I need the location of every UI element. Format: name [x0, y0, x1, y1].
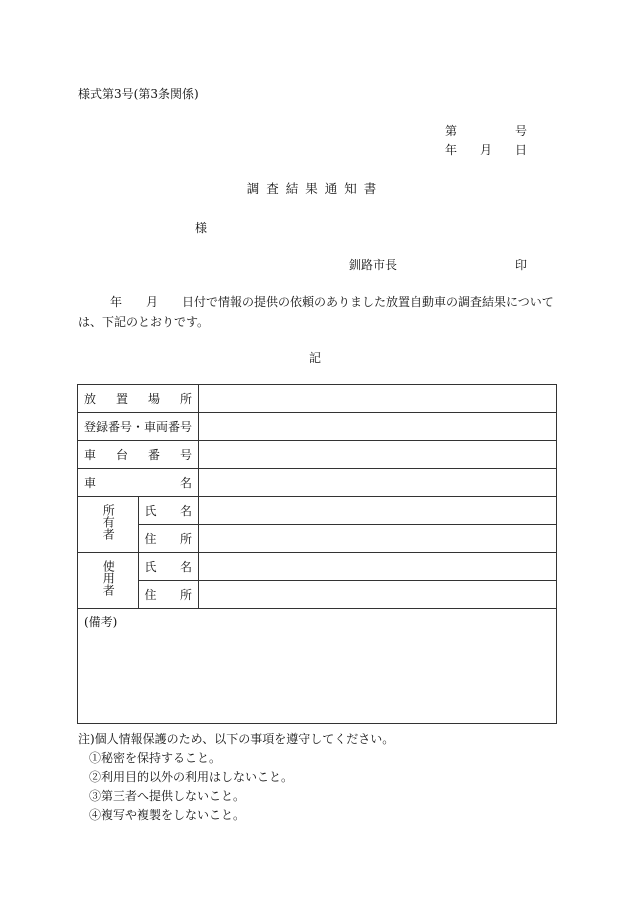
label-char: 置 — [115, 392, 128, 406]
note-item: ①秘密を保持すること。 — [89, 751, 222, 765]
group-text: 使用者 — [101, 560, 116, 596]
table-row — [78, 385, 557, 413]
table-row — [78, 553, 557, 581]
label-char: 名 — [179, 504, 192, 518]
table-row — [78, 609, 557, 724]
label-char: 所 — [179, 532, 192, 546]
table-row — [78, 497, 557, 525]
body-text-line2: は、下記のとおりです。 — [78, 315, 210, 329]
label-char: 台 — [115, 448, 128, 462]
label-char: 名 — [179, 560, 192, 574]
label-char: 番 — [147, 448, 160, 462]
owner-name-label — [138, 497, 199, 525]
table-row — [78, 441, 557, 469]
group-text: 所有者 — [101, 504, 116, 540]
chassis-number-label — [78, 441, 199, 469]
label-char: 放 — [84, 392, 97, 406]
seal-mark: 印 — [515, 258, 528, 272]
registration-label: 登録番号・車両番号 — [78, 413, 199, 441]
chassis-number-value-cell[interactable] — [199, 441, 557, 469]
user-address-label — [138, 581, 199, 609]
location-value-cell[interactable] — [199, 385, 557, 413]
owner-name-value-cell[interactable] — [199, 497, 557, 525]
note-item: ③第三者へ提供しないこと。 — [89, 789, 246, 803]
label-char: 氏 — [144, 504, 157, 518]
body-text-line1: 年 月 日付で情報の提供の依頼のありました放置自動車の調査結果について — [110, 295, 554, 309]
label-char: 住 — [144, 532, 157, 546]
label-char: 住 — [144, 588, 157, 602]
date-month-label: 月 — [480, 143, 493, 157]
date-day-label: 日 — [515, 143, 528, 157]
label-char: 所 — [179, 588, 192, 602]
sender-name: 釧路市長 — [349, 258, 398, 272]
table-row — [78, 581, 557, 609]
user-group-label — [78, 553, 139, 609]
note-item: ④複写や複製をしないこと。 — [89, 808, 246, 822]
location-label — [78, 385, 199, 413]
label-char: 車 — [84, 448, 97, 462]
label-char: 号 — [179, 448, 192, 462]
user-address-value-cell[interactable] — [199, 581, 557, 609]
label-char: 氏 — [144, 560, 157, 574]
registration-value-cell[interactable] — [199, 413, 557, 441]
label-char: 場 — [147, 392, 160, 406]
document-number-suffix: 号 — [515, 124, 528, 138]
remarks-cell[interactable] — [78, 609, 557, 724]
document-number-prefix: 第 — [445, 124, 458, 138]
owner-address-value-cell[interactable] — [199, 525, 557, 553]
addressee-honorific: 様 — [195, 221, 208, 235]
table-row — [78, 469, 557, 497]
date-year-label: 年 — [445, 143, 458, 157]
label-char: 車 — [84, 476, 97, 490]
remarks-label: (備考) — [84, 615, 118, 629]
label-char: 所 — [179, 392, 192, 406]
owner-group-label — [78, 497, 139, 553]
user-name-value-cell[interactable] — [199, 553, 557, 581]
vehicle-info-table — [77, 384, 557, 724]
owner-address-label — [138, 525, 199, 553]
car-name-label — [78, 469, 199, 497]
user-name-label — [138, 553, 199, 581]
document-title: 調査結果通知書 — [246, 181, 384, 196]
table-row — [78, 525, 557, 553]
table-row — [78, 413, 557, 441]
notes-title: 注)個人情報保護のため、以下の事項を遵守してください。 — [78, 732, 395, 746]
ki-heading: 記 — [308, 351, 321, 365]
car-name-value-cell[interactable] — [199, 469, 557, 497]
note-item: ②利用目的以外の利用はしないこと。 — [89, 770, 294, 784]
form-number: 様式第3号(第3条関係) — [78, 87, 199, 101]
label-char: 名 — [179, 476, 192, 490]
